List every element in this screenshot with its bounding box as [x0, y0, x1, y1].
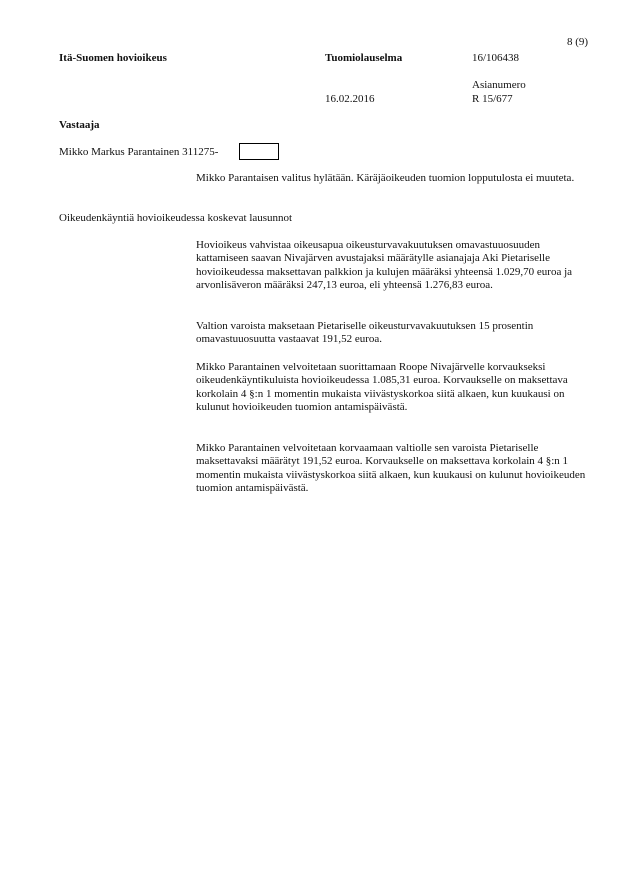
costs-paragraph: Hovioikeus vahvistaa oikeusapua oikeusturvavakuutuksen omavastuuosuuden kattamiseen saavan Nivajärven avustajaksi määrätylle asianajaja Aki Pietariselle hovioikeudessa maksettavan palkkion ja kulujen määräksi yhteensä 1.029,70 euroa ja arvonlisäveron määräksi 247,13 euroa, eli yhteensä 1.276,83 euroa.	[196, 239, 573, 291]
defendant-heading: Vastaaja	[59, 119, 100, 131]
costs-paragraph: Mikko Parantainen velvoitetaan korvaamaan valtiolle sen varoista Pietariselle maksettavaksi määrätyt 191,52 euroa. Korvaukselle on maksettava korkolain 4 §:n 1 momentin mukaista viivästyskorkoa siitä alkaen, kun kuukausi on kulunut hovioikeuden tuomion antamispäivästä.	[196, 442, 586, 494]
case-number-label: Asianumero	[472, 79, 526, 91]
case-number: R 15/677	[472, 93, 513, 105]
court-name: Itä-Suomen hovioikeus	[59, 52, 167, 64]
costs-heading: Oikeudenkäyntiä hovioikeudessa koskevat lausunnot	[59, 212, 293, 224]
defendant-name: Mikko Markus Parantainen 311275-	[59, 146, 219, 158]
page-number: 8 (9)	[567, 36, 589, 48]
document-date: 16.02.2016	[325, 93, 375, 105]
ruling-paragraph: Mikko Parantaisen valitus hylätään. Käräjäoikeuden tuomion lopputulosta ei muuteta.	[196, 172, 575, 184]
costs-paragraph: Valtion varoista maksetaan Pietariselle oikeusturvavakuutuksen 15 prosentin omavastuuosuutta vastaavat 191,52 euroa.	[196, 320, 534, 346]
document-type: Tuomiolauselma	[325, 52, 403, 64]
redaction-box	[239, 143, 279, 160]
document-number: 16/106438	[472, 52, 520, 64]
costs-paragraph: Mikko Parantainen velvoitetaan suorittamaan Roope Nivajärvelle korvaukseksi oikeudenkäyntikuluista hovioikeudessa 1.085,31 euroa. Korvaukselle on maksettava korkolain 4 §:n 1 momentin mukaista viivästyskorkoa siitä alkaen, kun kuukausi on kulunut hovioikeuden tuomion antamispäivästä.	[196, 361, 568, 413]
